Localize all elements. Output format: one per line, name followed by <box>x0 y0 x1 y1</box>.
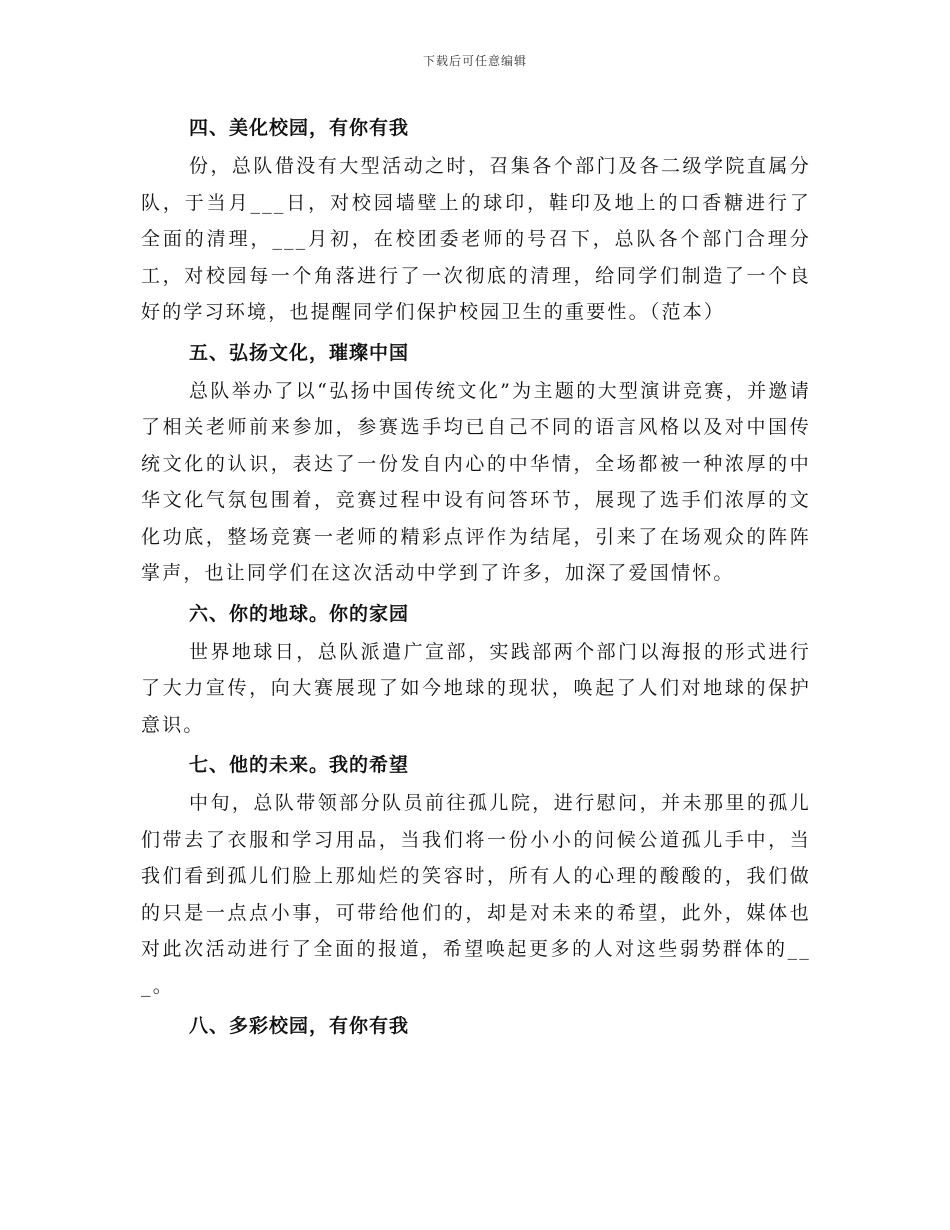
section-heading: 七、他的未来。我的希望 <box>189 754 410 776</box>
section-7 <box>141 745 811 1004</box>
section-heading: 四、美化校园，有你有我 <box>189 117 410 139</box>
section-paragraph: 中旬，总队带领部分队员前往孤儿院，进行慰问，并未那里的孤儿们带去了衣服和学习用品，当我们将一份小小的问候公道孤儿手中，当我们看到孤儿们脸上那灿烂的笑容时，所有人的心理的酸酸的，我们做的只是一点点小事，可带给他们的，却是对未来的希望，此外，媒体也对此次活动进行了全面的报道，希望唤起更多的人对这些弱势群体的___。 <box>141 792 811 997</box>
section-paragraph: 总队举办了以“弘扬中国传统文化”为主题的大型演讲竞赛，并邀请了相关老师前来参加，参赛选手均已自己不同的语言风格以及对中国传统文化的认识，表达了一份发自内心的中华情，全场都被一种浓厚的中华文化气氛包围着，竞赛过程中设有问答环节，展现了选手们浓厚的文化功底，整场竞赛一老师的精彩点评作为结尾，引来了在场观众的阵阵掌声，也让同学们在这次活动中学到了许多，加深了爱国情怀。 <box>141 379 811 584</box>
section-heading: 五、弘扬文化，璀璨中国 <box>189 341 410 364</box>
section-8 <box>141 1006 811 1046</box>
section-paragraph: 份，总队借没有大型活动之时，召集各个部门及各二级学院直属分队，于当月___日，对校园墙壁上的球印，鞋印及地上的口香糖进行了全面的清理，___月初，在校团委老师的号召下，总队各个部门合理分工，对校园每一个角落进行了一次彻底的清理，给同学们制造了一个良好的学习环境，也提醒同学们保护校园卫生的重要性。（范本） <box>141 155 811 323</box>
section-6 <box>141 594 811 744</box>
section-heading: 八、多彩校园，有你有我 <box>189 1015 410 1037</box>
document-body <box>141 108 811 1046</box>
page-header: 下载后可任意编辑 <box>422 54 527 68</box>
section-4 <box>141 108 811 331</box>
section-5 <box>141 333 811 592</box>
section-heading: 六、你的地球。你的家园 <box>189 602 410 625</box>
section-paragraph: 世界地球日，总队派遣广宣部，实践部两个部门以海报的形式进行了大力宣传，向大赛展现了如今地球的现状，唤起了人们对地球的保护意识。 <box>141 640 811 736</box>
